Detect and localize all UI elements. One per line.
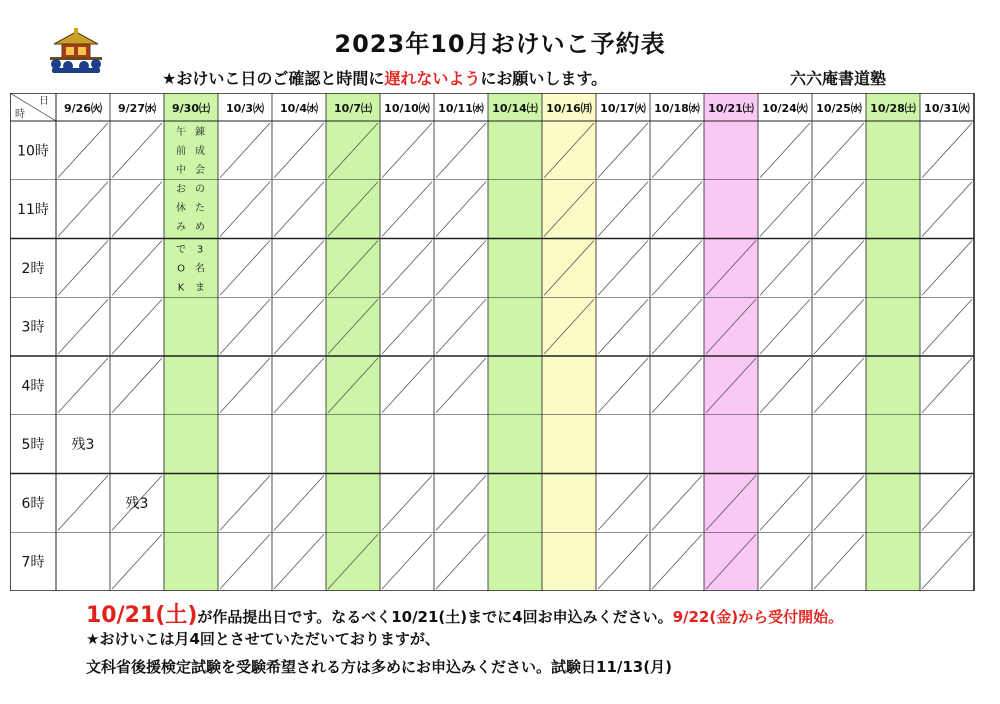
cell-slash	[760, 534, 810, 589]
cell-slash	[436, 476, 486, 531]
vertical-note-char: 錬	[195, 127, 205, 138]
date-header: 10/31㈫	[924, 102, 970, 115]
cell-slash	[652, 476, 702, 531]
cell-slash	[220, 182, 270, 237]
vertical-note-char: た	[195, 203, 205, 214]
cell-slash	[652, 123, 702, 178]
cell-slash	[220, 534, 270, 589]
cell-slash	[598, 358, 648, 413]
vertical-note-char: 前	[176, 146, 186, 157]
cell-slash	[220, 476, 270, 531]
time-label: 7時	[21, 554, 45, 571]
subtitle-notice	[162, 66, 607, 89]
date-header: 9/30㈯	[172, 102, 210, 115]
cell-slash	[112, 299, 162, 354]
cell-slash	[58, 358, 108, 413]
cell-slash	[598, 182, 648, 237]
cell-slash	[382, 476, 432, 531]
cell-slash	[760, 358, 810, 413]
cell-slash	[382, 241, 432, 296]
cell-slash	[274, 358, 324, 413]
cell-slash	[436, 299, 486, 354]
date-header: 10/21㈯	[708, 102, 754, 115]
submission-date: 10/21(土)	[86, 603, 198, 628]
cell-slash	[922, 123, 972, 178]
cell-slash	[436, 534, 486, 589]
corner-time-label: 時	[15, 109, 25, 120]
cell-slash	[220, 123, 270, 178]
vertical-note-char: の	[195, 184, 205, 195]
cell-slash	[760, 182, 810, 237]
time-label: 6時	[21, 495, 45, 512]
cell-slash	[814, 299, 864, 354]
cell-slash	[58, 182, 108, 237]
date-header: 10/17㈫	[600, 102, 646, 115]
footer-line-3: 文科省後援検定試験を受験希望される方は多めにお申込みください。試験日11/13(月)	[86, 658, 672, 676]
cell-slash	[652, 241, 702, 296]
vertical-note-char: 午	[176, 127, 186, 138]
cell-slash	[814, 241, 864, 296]
cell-slash	[814, 182, 864, 237]
cell-slash	[760, 123, 810, 178]
vertical-note-char: め	[195, 222, 205, 233]
cell-slash	[382, 182, 432, 237]
date-header: 10/24㈫	[762, 102, 808, 115]
cell-slash	[760, 299, 810, 354]
cell-slash	[922, 358, 972, 413]
cell-slash	[814, 358, 864, 413]
date-header: 10/7㈯	[334, 102, 372, 115]
cell-slash	[274, 241, 324, 296]
cell-slash	[814, 123, 864, 178]
cell-slash	[598, 476, 648, 531]
cell-slash	[58, 299, 108, 354]
cell-slash	[652, 299, 702, 354]
date-header: 10/25㈬	[816, 102, 862, 115]
cell-slash	[760, 241, 810, 296]
cell-slash	[274, 476, 324, 531]
cell-slash	[274, 534, 324, 589]
time-label: 3時	[21, 319, 45, 336]
corner-day-label: 日	[39, 96, 49, 107]
vertical-note-char: で	[176, 244, 186, 256]
cell-remaining-note: 残3	[125, 495, 149, 512]
cell-slash	[760, 476, 810, 531]
time-label: 5時	[21, 437, 45, 454]
cell-slash	[922, 182, 972, 237]
cell-slash	[598, 299, 648, 354]
cell-slash	[436, 358, 486, 413]
cell-slash	[598, 534, 648, 589]
date-header: 10/10㈫	[384, 102, 430, 115]
cell-slash	[652, 358, 702, 413]
date-header: 10/16㈪	[546, 102, 592, 115]
column-fill-green	[164, 93, 218, 591]
time-label: 10時	[17, 143, 49, 160]
date-header: 10/28㈯	[870, 102, 916, 115]
cell-slash	[922, 241, 972, 296]
date-header: 9/26㈫	[64, 102, 102, 115]
vertical-note-char: K	[177, 282, 185, 294]
date-header: 10/14㈯	[492, 102, 538, 115]
cell-slash	[436, 182, 486, 237]
cell-slash	[382, 358, 432, 413]
column-fill-yellow	[542, 93, 596, 591]
date-header: 10/4㈬	[280, 102, 318, 115]
footer-line-1-text: が作品提出日です。なるべく10/21(土)までに4回お申込みください。	[197, 608, 673, 626]
footer-line-2: ★おけいこは月4回とさせていただいておりますが、	[86, 630, 440, 648]
cell-slash	[112, 358, 162, 413]
vertical-note-char: 3	[196, 244, 204, 256]
cell-slash	[382, 534, 432, 589]
reception-start: 9/22(金)から受付開始。	[672, 608, 844, 626]
cell-slash	[814, 476, 864, 531]
column-fill-green	[488, 93, 542, 591]
vertical-note-char: お	[176, 184, 186, 195]
cell-slash	[112, 182, 162, 237]
column-fill-green	[326, 93, 380, 591]
cell-slash	[112, 241, 162, 296]
cell-slash	[382, 299, 432, 354]
cell-slash	[598, 123, 648, 178]
cell-remaining-note: 残3	[71, 437, 95, 454]
vertical-note-char: 名	[195, 263, 205, 275]
column-fill-pink	[704, 93, 758, 591]
cell-slash	[112, 534, 162, 589]
cell-slash	[922, 534, 972, 589]
cell-slash	[598, 241, 648, 296]
cell-slash	[112, 123, 162, 178]
cell-slash	[274, 182, 324, 237]
date-header: 10/3㈫	[226, 102, 264, 115]
date-header: 10/18㈬	[654, 102, 700, 115]
cell-slash	[922, 299, 972, 354]
vertical-note-char: O	[177, 263, 185, 275]
time-label: 11時	[17, 202, 49, 219]
time-label: 4時	[21, 378, 45, 395]
time-label: 2時	[21, 260, 45, 277]
cell-slash	[274, 123, 324, 178]
school-name: 六六庵書道塾	[790, 69, 887, 88]
cell-slash	[220, 358, 270, 413]
cell-slash	[58, 476, 108, 531]
vertical-note-char: 休	[176, 203, 186, 214]
cell-slash	[652, 182, 702, 237]
cell-slash	[922, 476, 972, 531]
footer-line-1	[86, 598, 843, 629]
cell-slash	[436, 123, 486, 178]
cell-slash	[220, 299, 270, 354]
page-title: 2023年10月おけいこ予約表	[334, 30, 666, 58]
subtitle-suffix: にお願いします。	[480, 69, 608, 88]
reservation-grid	[10, 93, 990, 591]
vertical-note-char: 中	[176, 165, 186, 176]
cell-slash	[58, 241, 108, 296]
cell-slash	[220, 241, 270, 296]
subtitle-prefix: ★おけいこ日のご確認と時間に	[162, 69, 385, 88]
cell-slash	[652, 534, 702, 589]
cell-slash	[382, 123, 432, 178]
date-header: 9/27㈬	[118, 102, 156, 115]
vertical-note-char: 会	[195, 165, 205, 176]
vertical-note-char: み	[176, 222, 186, 233]
cell-slash	[436, 241, 486, 296]
cell-slash	[274, 299, 324, 354]
date-header: 10/11㈬	[438, 102, 484, 115]
subtitle-red-emphasis: 遅れないよう	[384, 69, 481, 88]
vertical-note-char: ま	[195, 282, 205, 294]
column-fill-green	[866, 93, 920, 591]
vertical-note-char: 成	[195, 146, 205, 157]
cell-slash	[814, 534, 864, 589]
cell-slash	[58, 123, 108, 178]
